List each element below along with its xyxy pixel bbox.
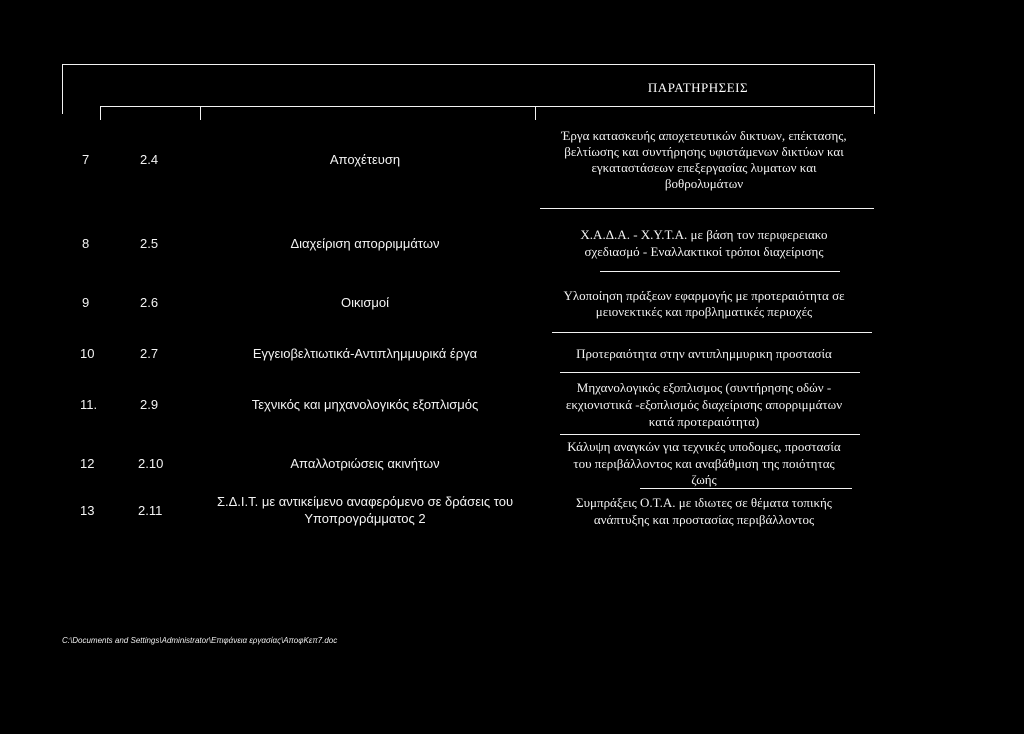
row-code: 2.11 (138, 503, 163, 518)
row-separator (540, 208, 874, 209)
column-divider-1 (100, 106, 101, 120)
table-top-border (62, 64, 874, 65)
row-code: 2.9 (140, 397, 159, 412)
row-code: 2.4 (140, 152, 159, 167)
row-separator (560, 372, 860, 373)
row-separator (560, 434, 860, 435)
row-separator (600, 271, 840, 272)
row-note-line: εγκαταστάσεων επεξεργασίας λυματων και (591, 160, 817, 175)
row-separator (552, 332, 872, 333)
row-description: Εγγειοβελτιωτικά-Αντιπλημμυρικά έργα (252, 346, 478, 361)
row-number: 11. (80, 397, 98, 412)
row-note-line: του περιβάλλοντος και αναβάθμιση της ποιότητας (573, 456, 835, 471)
row-note-line: Συμπράξεις Ο.Τ.Α. με ιδιωτες σε θέματα τοπικής (576, 495, 832, 510)
header-divider (100, 106, 874, 107)
row-number: 13 (80, 503, 95, 518)
row-description: Τεχνικός και μηχανολογικός εξοπλισμός (251, 397, 479, 412)
row-note-line: κατά προτεραιότητα) (648, 414, 760, 429)
row-description: Οικισμοί (340, 295, 390, 310)
row-note-line: Μηχανολογικός εξοπλισμος (συντήρησης οδών - (576, 380, 832, 395)
row-description: Σ.Δ.Ι.Τ. με αντικείμενο αναφερόμενο σε δράσεις του (216, 494, 514, 509)
row-note-line: σχεδιασμό - Εναλλακτικοί τρόποι διαχείρισης (584, 244, 824, 259)
row-code: 2.10 (138, 456, 164, 471)
row-note-line: ζωής (691, 472, 717, 487)
row-code: 2.5 (140, 236, 159, 251)
column-divider-2 (200, 106, 201, 120)
row-note-line: Έργα κατασκευής αποχετευτικών δικτυων, επέκτασης, (561, 128, 847, 143)
table-right-border (874, 64, 875, 114)
row-code: 2.7 (140, 346, 159, 361)
row-note-line: εκχιονιστικά -εξοπλισμός διαχείρισης απορριμμάτων (565, 397, 843, 412)
row-note-line: ανάπτυξης και προστασίας περιβάλλοντος (593, 512, 815, 527)
row-note-line: Προτεραιότητα στην αντιπλημμυρικη προστασία (576, 346, 832, 361)
file-path-footer: C:\Documents and Settings\Administrator\Επιφάνεια εργασίας\ΑποφΚεπ7.doc (62, 636, 338, 645)
row-separator (640, 488, 852, 489)
row-number: 10 (80, 346, 95, 361)
row-code: 2.6 (140, 295, 159, 310)
column-divider-3 (535, 106, 536, 120)
row-number: 9 (82, 295, 90, 310)
row-number: 8 (82, 236, 90, 251)
row-description: Διαχείριση απορριμμάτων (290, 236, 440, 251)
row-note-line: Χ.Α.Δ.Α. - Χ.Υ.Τ.Α. με βάση τον περιφερειακο (580, 227, 828, 242)
row-note-line: Κάλυψη αναγκών για τεχνικές υποδομες, προστασία (567, 439, 841, 454)
row-description: Απαλλοτριώσεις ακινήτων (290, 456, 440, 471)
remarks-column-header: ΠΑΡΑΤΗΡΗΣΕΙΣ (647, 80, 749, 95)
table-left-border (62, 64, 63, 114)
row-note-line: βοθρολυμάτων (664, 176, 744, 191)
row-note-line: βελτίωσης και συντήρησης υφιστάμενων δικτύων και (564, 144, 844, 159)
row-description: Υποπρογράμματος 2 (304, 511, 426, 526)
row-note-line: Υλοποίηση πράξεων εφαρμογής με προτεραιότητα σε (563, 288, 845, 303)
row-number: 12 (80, 456, 95, 471)
row-description: Αποχέτευση (329, 152, 401, 167)
row-number: 7 (82, 152, 90, 167)
row-note-line: μειονεκτικές και προβληματικές περιοχές (595, 304, 813, 319)
